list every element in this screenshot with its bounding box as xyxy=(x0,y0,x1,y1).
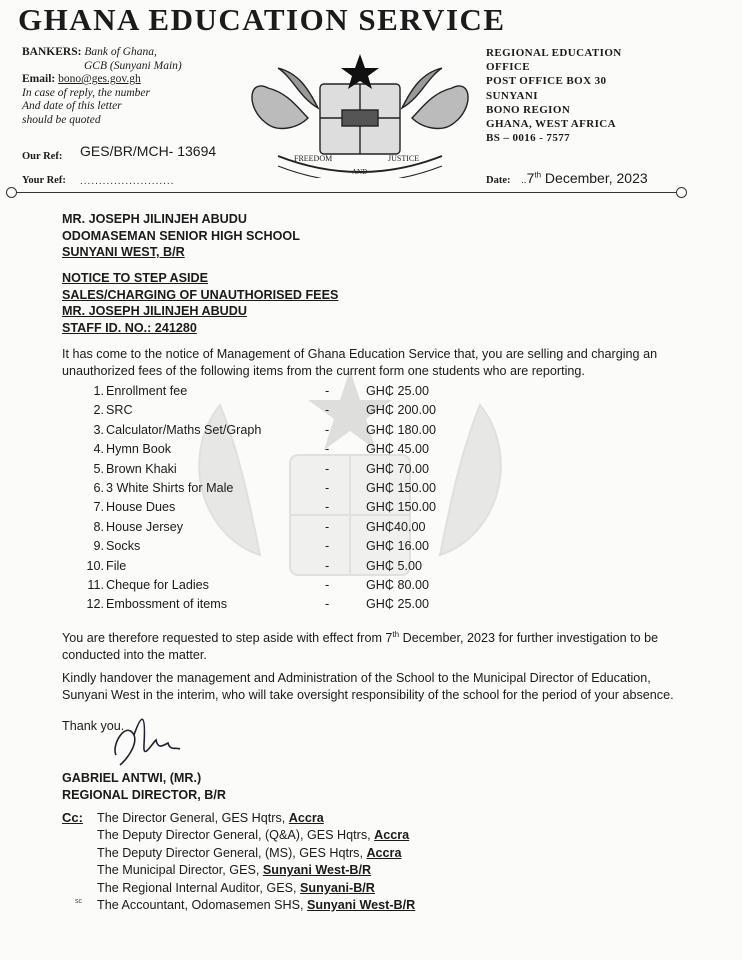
fee-item-amount: GH₵ 25.00 xyxy=(366,597,429,612)
crest-motto-and: AND xyxy=(352,168,368,176)
fee-item-name: Cheque for Ladies xyxy=(106,578,209,592)
fee-item-dash: - xyxy=(325,442,330,457)
fee-item-number: 5. xyxy=(93,461,104,476)
fee-item-amount: GH₵ 150.00 xyxy=(366,500,437,515)
bankers-line1: Bank of Ghana, xyxy=(84,46,157,58)
fee-item-number: 2. xyxy=(93,403,104,418)
cc-recipient-location: Accra xyxy=(288,811,324,825)
fee-item-name: House Dues xyxy=(106,500,176,515)
reply-note-1: In case of reply, the number xyxy=(22,86,150,99)
fee-item-number: 3. xyxy=(93,422,104,437)
date-suffix: th xyxy=(534,170,542,180)
fee-item-dash: - xyxy=(325,500,330,515)
fee-item-dash: - xyxy=(325,403,330,418)
paragraph-step-aside-a: You are therefore requested to step aside with effect from 7 xyxy=(62,631,393,646)
fee-item-number: 10. xyxy=(86,558,104,573)
fee-item-number: 7. xyxy=(93,500,104,515)
signature-icon xyxy=(106,705,186,775)
cc-recipient-text: The Director General, GES Hqtrs, xyxy=(97,811,289,825)
recipient-address xyxy=(62,211,682,261)
fee-item-amount: GH₵ 70.00 xyxy=(366,461,429,476)
paragraph-step-aside xyxy=(62,627,682,663)
fee-item-number: 8. xyxy=(93,519,104,534)
fee-item-dash: - xyxy=(325,578,330,592)
our-ref-value: GES/BR/MCH- 13694 xyxy=(80,143,217,159)
your-ref-label: Your Ref: xyxy=(22,175,66,186)
cc-recipient-list xyxy=(97,810,415,914)
cc-recipient xyxy=(97,862,415,879)
paragraph-step-aside-b: December, 2023 for further investigation to be conducted into the matter. xyxy=(62,631,659,662)
fee-item-name: File xyxy=(106,558,127,573)
coat-of-arms-icon xyxy=(238,48,482,178)
reply-note-3: should be quoted xyxy=(22,113,101,126)
subject-line: STAFF ID. NO.: 241280 xyxy=(62,320,197,335)
fee-item-amount: GH₵ 25.00 xyxy=(366,384,429,398)
fee-item-number: 1. xyxy=(93,384,104,398)
cc-label: Cc: xyxy=(62,810,83,825)
office-line: BS – 0016 - 7577 xyxy=(486,132,571,145)
fee-item-name: Embossment of items xyxy=(106,597,228,612)
fee-item-amount: GH₵ 16.00 xyxy=(366,539,429,554)
office-line: GHANA, WEST AFRICA xyxy=(486,118,616,131)
letterhead-title: GHANA EDUCATION SERVICE xyxy=(18,2,506,37)
our-ref-label: Our Ref: xyxy=(22,151,63,162)
cc-recipient-location: Sunyani West-B/R xyxy=(307,898,416,913)
office-line: REGIONAL EDUCATION xyxy=(486,47,622,59)
fee-item-amount: GH₵ 5.00 xyxy=(366,558,422,573)
office-line: SUNYANI xyxy=(486,89,538,102)
fee-item-dash: - xyxy=(325,422,330,437)
office-line: OFFICE xyxy=(486,61,530,74)
recipient-location: SUNYANI WEST, B/R xyxy=(62,245,185,259)
signer-block xyxy=(62,770,682,803)
cc-recipient-location: Accra xyxy=(374,828,410,843)
crest-motto-left: FREEDOM xyxy=(294,154,333,163)
divider-right-ring xyxy=(676,187,687,198)
watermark-crest-icon xyxy=(180,365,520,625)
recipient-name: MR. JOSEPH JILINJEH ABUDU xyxy=(62,212,247,226)
office-address-block xyxy=(486,46,622,145)
cc-recipient xyxy=(97,810,415,827)
cc-recipient-location: Sunyani West-B/R xyxy=(262,863,372,878)
subject-block xyxy=(62,270,682,336)
bankers-label: BANKERS: xyxy=(22,46,82,58)
crest-motto-right: JUSTICE xyxy=(388,154,420,163)
fee-item-amount: GH₵ 200.00 xyxy=(366,403,437,418)
fee-item-name: Calculator/Maths Set/Graph xyxy=(106,422,262,437)
fee-item-name: Hymn Book xyxy=(106,442,172,457)
fee-item-dash: - xyxy=(325,461,330,476)
margin-mark: sc xyxy=(75,898,82,905)
cc-recipient xyxy=(97,845,415,862)
fee-item-number: 4. xyxy=(93,442,104,457)
office-line: BONO REGION xyxy=(486,103,571,116)
fee-item-dash: - xyxy=(325,539,330,554)
cc-recipient-text: The Regional Internal Auditor, GES, xyxy=(97,880,301,895)
cc-recipient-text: The Municipal Director, GES, xyxy=(97,863,263,878)
closing-text: Thank you. xyxy=(62,719,125,733)
fee-item-name: Enrollment fee xyxy=(106,384,188,398)
your-ref-dots: ......................... xyxy=(80,176,175,187)
fee-item-amount: GH₵ 80.00 xyxy=(366,578,429,592)
subject-line: NOTICE TO STEP ASIDE xyxy=(62,271,209,285)
date-rest: December, 2023 xyxy=(541,170,648,186)
subject-line: SALES/CHARGING OF UNAUTHORISED FEES xyxy=(62,287,339,302)
cc-recipient-text: The Accountant, Odomasemen SHS, xyxy=(97,898,308,913)
fee-item-amount: GH₵ 150.00 xyxy=(366,481,437,495)
cc-recipient-location: Accra xyxy=(366,845,402,860)
signer-title: REGIONAL DIRECTOR, B/R xyxy=(62,787,226,802)
date-day: 7 xyxy=(526,170,535,186)
fee-item-amount: GH₵40.00 xyxy=(366,519,426,534)
paragraph-step-aside-sup: th xyxy=(392,630,400,639)
divider-left-ring xyxy=(6,187,17,198)
bankers-block xyxy=(22,46,182,128)
cc-recipient xyxy=(97,897,415,914)
email-label: Email: xyxy=(22,73,56,86)
fee-item-dash: - xyxy=(325,519,330,534)
cc-recipient xyxy=(97,827,415,844)
fee-item-dash: - xyxy=(325,481,330,495)
fee-item-number: 6. xyxy=(93,481,104,495)
cc-recipient-text: The Deputy Director General, (MS), GES Hqtrs, xyxy=(97,845,367,860)
cc-recipient-location: Sunyani-B/R xyxy=(300,880,375,895)
fee-item-dash: - xyxy=(325,597,330,612)
header-divider xyxy=(14,192,682,193)
fee-item-dash: - xyxy=(325,558,330,573)
paragraph-handover: Kindly handover the management and Administration of the School to the Municipal Director of Education, Sunyani West in the interim, who will take oversight responsibility of the school for the period of your absence. xyxy=(62,671,674,702)
fee-item-name: 3 White Shirts for Male xyxy=(106,481,234,495)
office-line: POST OFFICE BOX 30 xyxy=(486,75,607,88)
paragraph-notice: It has come to the notice of Management of Ghana Education Service that, you are selling and charging an unauthorized fees of the following items from the current form one students who are reporting. xyxy=(62,347,658,378)
fee-item-name: Brown Khaki xyxy=(106,461,177,476)
recipient-school: ODOMASEMAN SENIOR HIGH SCHOOL xyxy=(62,228,300,243)
date-label: Date: xyxy=(486,175,511,186)
reply-note-2: And date of this letter xyxy=(22,100,122,113)
cc-recipient-text: The Deputy Director General, (Q&A), GES Hqtrs, xyxy=(97,828,375,843)
fee-item-number: 12. xyxy=(86,597,104,612)
fee-item-name: SRC xyxy=(106,403,133,418)
fee-item-name: House Jersey xyxy=(106,519,183,534)
fee-item-amount: GH₵ 45.00 xyxy=(366,442,429,457)
bankers-line2: GCB (Sunyani Main) xyxy=(84,59,182,72)
fee-item-number: 9. xyxy=(93,539,104,554)
date-value xyxy=(521,170,648,186)
fee-item-name: Socks xyxy=(106,539,141,554)
email-link[interactable]: bono@ges.gov.gh xyxy=(58,73,141,86)
date-dots: .. xyxy=(521,175,527,186)
fee-item-dash: - xyxy=(325,384,330,398)
fee-item-amount: GH₵ 180.00 xyxy=(366,422,437,437)
subject-line: MR. JOSEPH JILINJEH ABUDU xyxy=(62,304,247,318)
signer-name: GABRIEL ANTWI, (MR.) xyxy=(62,771,202,785)
fee-item-number: 11. xyxy=(87,578,104,592)
cc-recipient xyxy=(97,880,415,897)
